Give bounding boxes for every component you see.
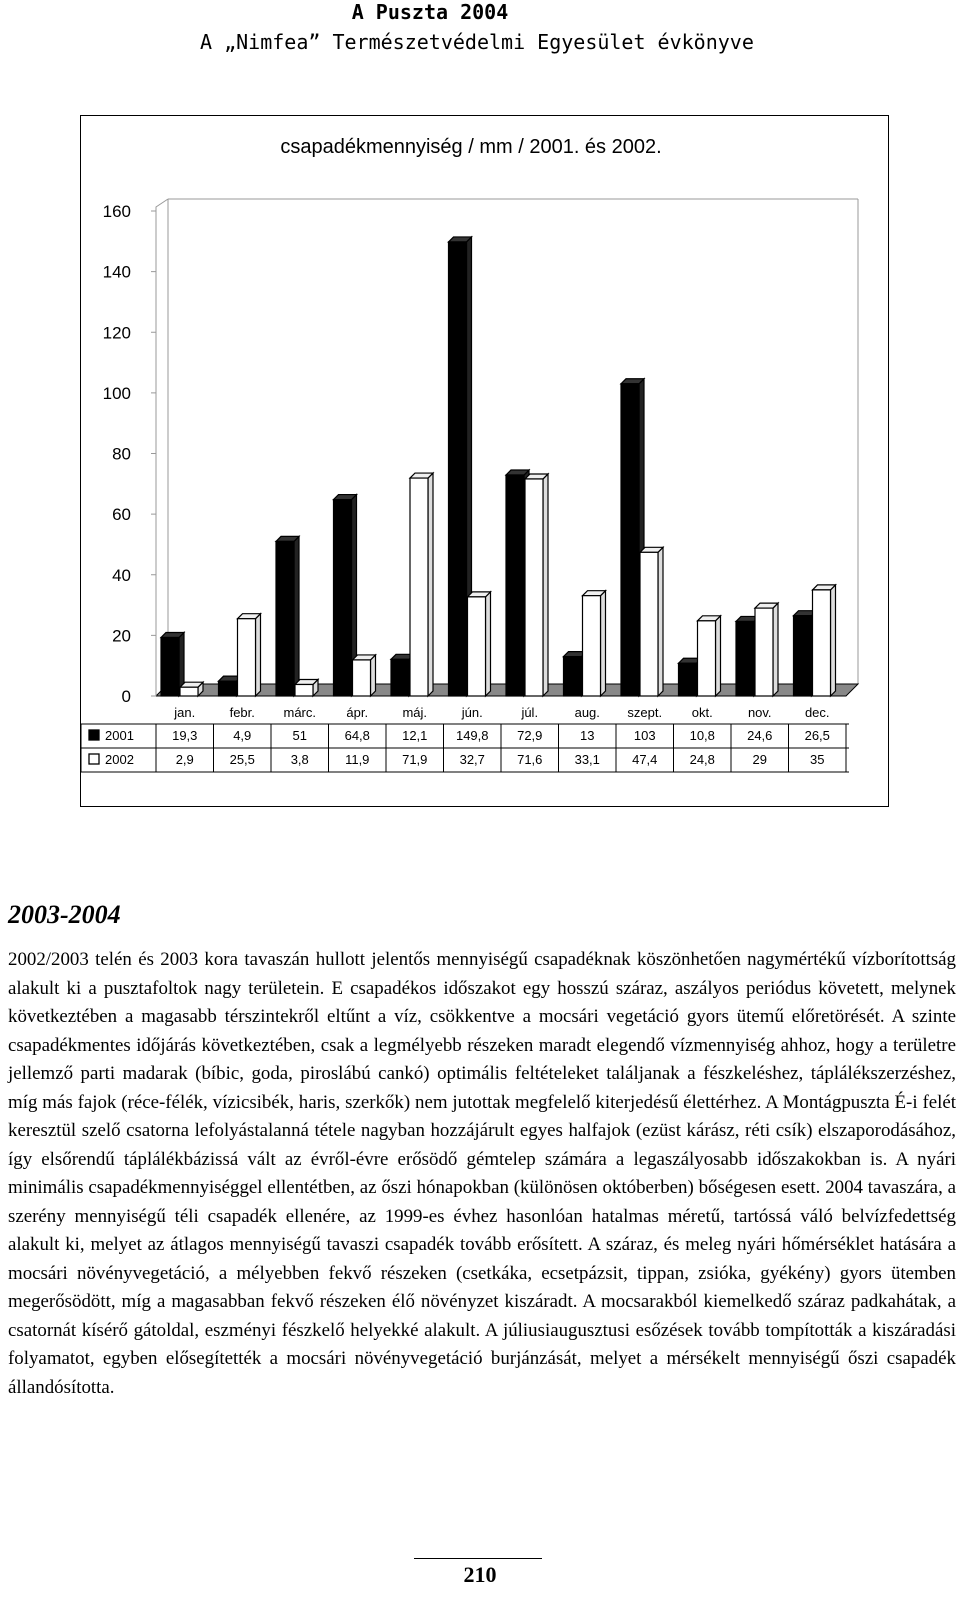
bar-front bbox=[679, 663, 697, 696]
bar-top bbox=[506, 470, 529, 475]
bar-top bbox=[238, 614, 261, 619]
body-paragraph: 2002/2003 telén és 2003 kora tavaszán hullott jelentős mennyiségű csapadéknak köszönhetően nagymértékű vízborítottság alakult ki a pusztafoltok nagy területein. E csapadékos időszakot egy hosszú száraz, aszályos periódus követett, melynek következtében a magasabb térszintekről eltűnt a víz, csökkentve a mocsári vegetáció gyors ütemű előretörését. A szinte csapadékmentes időjárás következtében, csak a legmélyebb részeken maradt elegendő vízmennyiség ahhoz, hogy a területre jellemző parti madarak (bíbic, goda, piroslábú cankó) optimális feltételeket találjanak a fészkeléshez, táplálékszerzéshez, míg más fajok (réce-félék, vízicsibék, haris, szerkők) nem jutottak megfelelő kiterjedésű élettérhez. A Montágpuszta É-i felét keresztül szelő csatorna lefolyástalanná tétele nagyban hozzájárult egyes halfajok (ezüst kárász, réti csík) elszaporodásához, így elsőrendű táplálékbázissá vált az évről-évre erősödő gémtelep számára a legaszályosabb időszakokban is. A nyári minimális csapadékmennyiséggel ellentétben, az őszi hónapokban (különösen októberben) bőségesen esett. 2004 tavaszára, a szerény mennyiségű téli csapadék ellenére, az 1999-es évhez hasonlóan hatalmas méretű, tartóssá váló belvízfedettség alakult ki, melyet az átlagos mennyiségű tavaszi csapadék tovább erősített. A száraz, és meleg nyári hőmérséklet hatására a mocsári növényvegetáció, a mélyebben fekvő részeken (csetkáka, ecsetpázsit, tippan, zsióka, gyékény) gyors ütemben megerősödött, míg a magasabban fekvő részeken élő növényzet kiszáradt. A mocsarakból kiemelkedő száraz padkahátak, a csatornát kísérő gátoldal, eszményi fészkelő helyekké alakult. A júliusiaugusztusi esőzések tovább tompították a kiszáradási folyamatot, egyben elősegítették a mocsári növényvegetáció burjánzását, melyet a mérsékelt mennyiségű őszi csapadék állandósította. bbox=[8, 949, 956, 1398]
bar-top bbox=[640, 547, 663, 552]
table-value-2002: 29 bbox=[752, 752, 767, 767]
table-value-2001: 103 bbox=[633, 728, 656, 743]
x-tick-label: dec. bbox=[804, 705, 830, 720]
table-value-2002: 25,5 bbox=[229, 752, 255, 767]
bar-side bbox=[371, 655, 376, 696]
bar-front bbox=[621, 384, 639, 696]
bar-top bbox=[698, 616, 721, 621]
bar-top bbox=[410, 473, 433, 478]
bar-2002-2 bbox=[295, 679, 318, 696]
table-value-2001: 10,8 bbox=[689, 728, 715, 743]
table-value-2002: 11,9 bbox=[345, 752, 370, 767]
bar-top bbox=[353, 655, 376, 660]
x-tick-label: ápr. bbox=[346, 705, 369, 720]
bar-front bbox=[640, 552, 658, 696]
x-tick-label: júl. bbox=[521, 705, 539, 720]
legend-key-2002 bbox=[89, 754, 99, 764]
bar-2002-7 bbox=[583, 591, 606, 696]
bar-front bbox=[698, 621, 716, 696]
legend-key-2001 bbox=[89, 730, 99, 740]
y-tick-label: 0 bbox=[121, 687, 131, 706]
y-tick-label: 120 bbox=[102, 323, 131, 343]
bar-front bbox=[468, 597, 486, 696]
bar-top bbox=[525, 474, 548, 479]
bar-front bbox=[449, 242, 467, 696]
table-value-2002: 3,8 bbox=[290, 752, 309, 767]
bar-front bbox=[506, 475, 524, 696]
x-tick-label: máj. bbox=[402, 705, 428, 720]
legend-label-2001: 2001 bbox=[105, 728, 134, 743]
x-tick-label: febr. bbox=[229, 705, 255, 720]
bar-side bbox=[486, 592, 491, 696]
table-value-2002: 2,9 bbox=[175, 752, 194, 767]
bar-front bbox=[161, 637, 179, 696]
bar-front bbox=[276, 541, 294, 696]
bar-side bbox=[543, 474, 548, 696]
page-number-rule bbox=[414, 1558, 542, 1559]
bar-2002-9 bbox=[698, 616, 721, 696]
table-value-2001: 12,1 bbox=[402, 728, 428, 743]
bar-front bbox=[219, 681, 237, 696]
bar-2002-10 bbox=[755, 603, 778, 696]
table-value-2001: 149,8 bbox=[455, 728, 489, 743]
bar-side bbox=[773, 603, 778, 696]
bar-side bbox=[428, 473, 433, 696]
y-tick-label: 100 bbox=[102, 383, 131, 403]
bar-2002-11 bbox=[813, 585, 836, 696]
header-subtitle: A „Nimfea” Természetvédelmi Egyesület évkönyve bbox=[200, 30, 754, 54]
x-tick-label: márc. bbox=[283, 705, 316, 720]
x-tick-label: okt. bbox=[691, 705, 713, 720]
bar-side bbox=[716, 616, 721, 696]
y-tick-label: 20 bbox=[112, 626, 131, 646]
bar-2001-2 bbox=[276, 536, 299, 696]
bar-top bbox=[161, 632, 184, 637]
bar-top bbox=[621, 379, 644, 384]
table-value-2001: 19,3 bbox=[172, 728, 198, 743]
bar-2002-6 bbox=[525, 474, 548, 696]
chart-back-wall bbox=[156, 199, 168, 696]
table-value-2001: 13 bbox=[580, 728, 595, 743]
body-text bbox=[8, 946, 956, 1402]
bar-front bbox=[794, 616, 812, 696]
table-value-2001: 4,9 bbox=[233, 728, 252, 743]
bar-front bbox=[295, 684, 313, 696]
y-tick-label: 140 bbox=[102, 262, 131, 282]
y-tick-label: 160 bbox=[102, 202, 131, 221]
data-table bbox=[81, 724, 849, 772]
x-tick-label: jan. bbox=[174, 705, 196, 720]
table-value-2002: 71,9 bbox=[402, 752, 428, 767]
table-value-2001: 72,9 bbox=[517, 728, 543, 743]
bar-2002-3 bbox=[353, 655, 376, 696]
table-value-2001: 26,5 bbox=[804, 728, 830, 743]
table-value-2002: 24,8 bbox=[689, 752, 715, 767]
header-title: A Puszta 2004 bbox=[351, 0, 509, 24]
bar-front bbox=[564, 657, 582, 696]
bar-side bbox=[658, 547, 663, 696]
bar-front bbox=[525, 479, 543, 696]
table-value-2002: 35 bbox=[810, 752, 825, 767]
bar-front bbox=[391, 659, 409, 696]
table-value-2002: 71,6 bbox=[517, 752, 543, 767]
table-value-2001: 24,6 bbox=[747, 728, 773, 743]
bar-front bbox=[180, 687, 198, 696]
bar-2002-0 bbox=[180, 682, 203, 696]
chart-bars bbox=[161, 237, 836, 696]
bar-top bbox=[813, 585, 836, 590]
chart-container bbox=[80, 115, 889, 807]
bar-front bbox=[353, 660, 371, 696]
legend-label-2002: 2002 bbox=[105, 752, 134, 767]
bar-top bbox=[755, 603, 778, 608]
bar-top bbox=[295, 679, 318, 684]
bar-front bbox=[755, 608, 773, 696]
y-tick-label: 40 bbox=[112, 565, 131, 585]
bar-2002-8 bbox=[640, 547, 663, 696]
x-tick-label: szept. bbox=[627, 705, 663, 720]
bar-side bbox=[601, 591, 606, 696]
bar-front bbox=[334, 500, 352, 696]
bar-side bbox=[294, 536, 299, 696]
bar-side bbox=[831, 585, 836, 696]
x-tick-label: jún. bbox=[461, 705, 483, 720]
precipitation-chart bbox=[81, 116, 888, 806]
bar-front bbox=[238, 619, 256, 696]
bar-side bbox=[256, 614, 261, 696]
y-tick-label: 60 bbox=[112, 505, 131, 525]
table-value-2001: 64,8 bbox=[344, 728, 370, 743]
bar-front bbox=[410, 478, 428, 696]
bar-front bbox=[736, 621, 754, 696]
table-value-2002: 33,1 bbox=[574, 752, 600, 767]
bar-2002-4 bbox=[410, 473, 433, 696]
bar-2002-1 bbox=[238, 614, 261, 696]
bar-top bbox=[468, 592, 491, 597]
table-value-2002: 47,4 bbox=[632, 752, 658, 767]
bar-top bbox=[180, 682, 203, 687]
bar-front bbox=[583, 596, 601, 696]
bar-front bbox=[813, 590, 831, 696]
bar-2002-5 bbox=[468, 592, 491, 696]
table-value-2001: 51 bbox=[292, 728, 307, 743]
bar-top bbox=[334, 495, 357, 500]
x-tick-label: aug. bbox=[574, 705, 600, 720]
table-value-2002: 32,7 bbox=[459, 752, 485, 767]
chart-title: csapadékmennyiség / mm / 2001. és 2002. bbox=[280, 136, 662, 158]
bar-top bbox=[276, 536, 299, 541]
section-heading: 2003-2004 bbox=[8, 900, 121, 929]
bar-top bbox=[449, 237, 472, 242]
page-number: 210 bbox=[463, 1562, 497, 1587]
x-tick-label: nov. bbox=[747, 705, 772, 720]
y-tick-label: 80 bbox=[112, 444, 131, 464]
bar-top bbox=[583, 591, 606, 596]
